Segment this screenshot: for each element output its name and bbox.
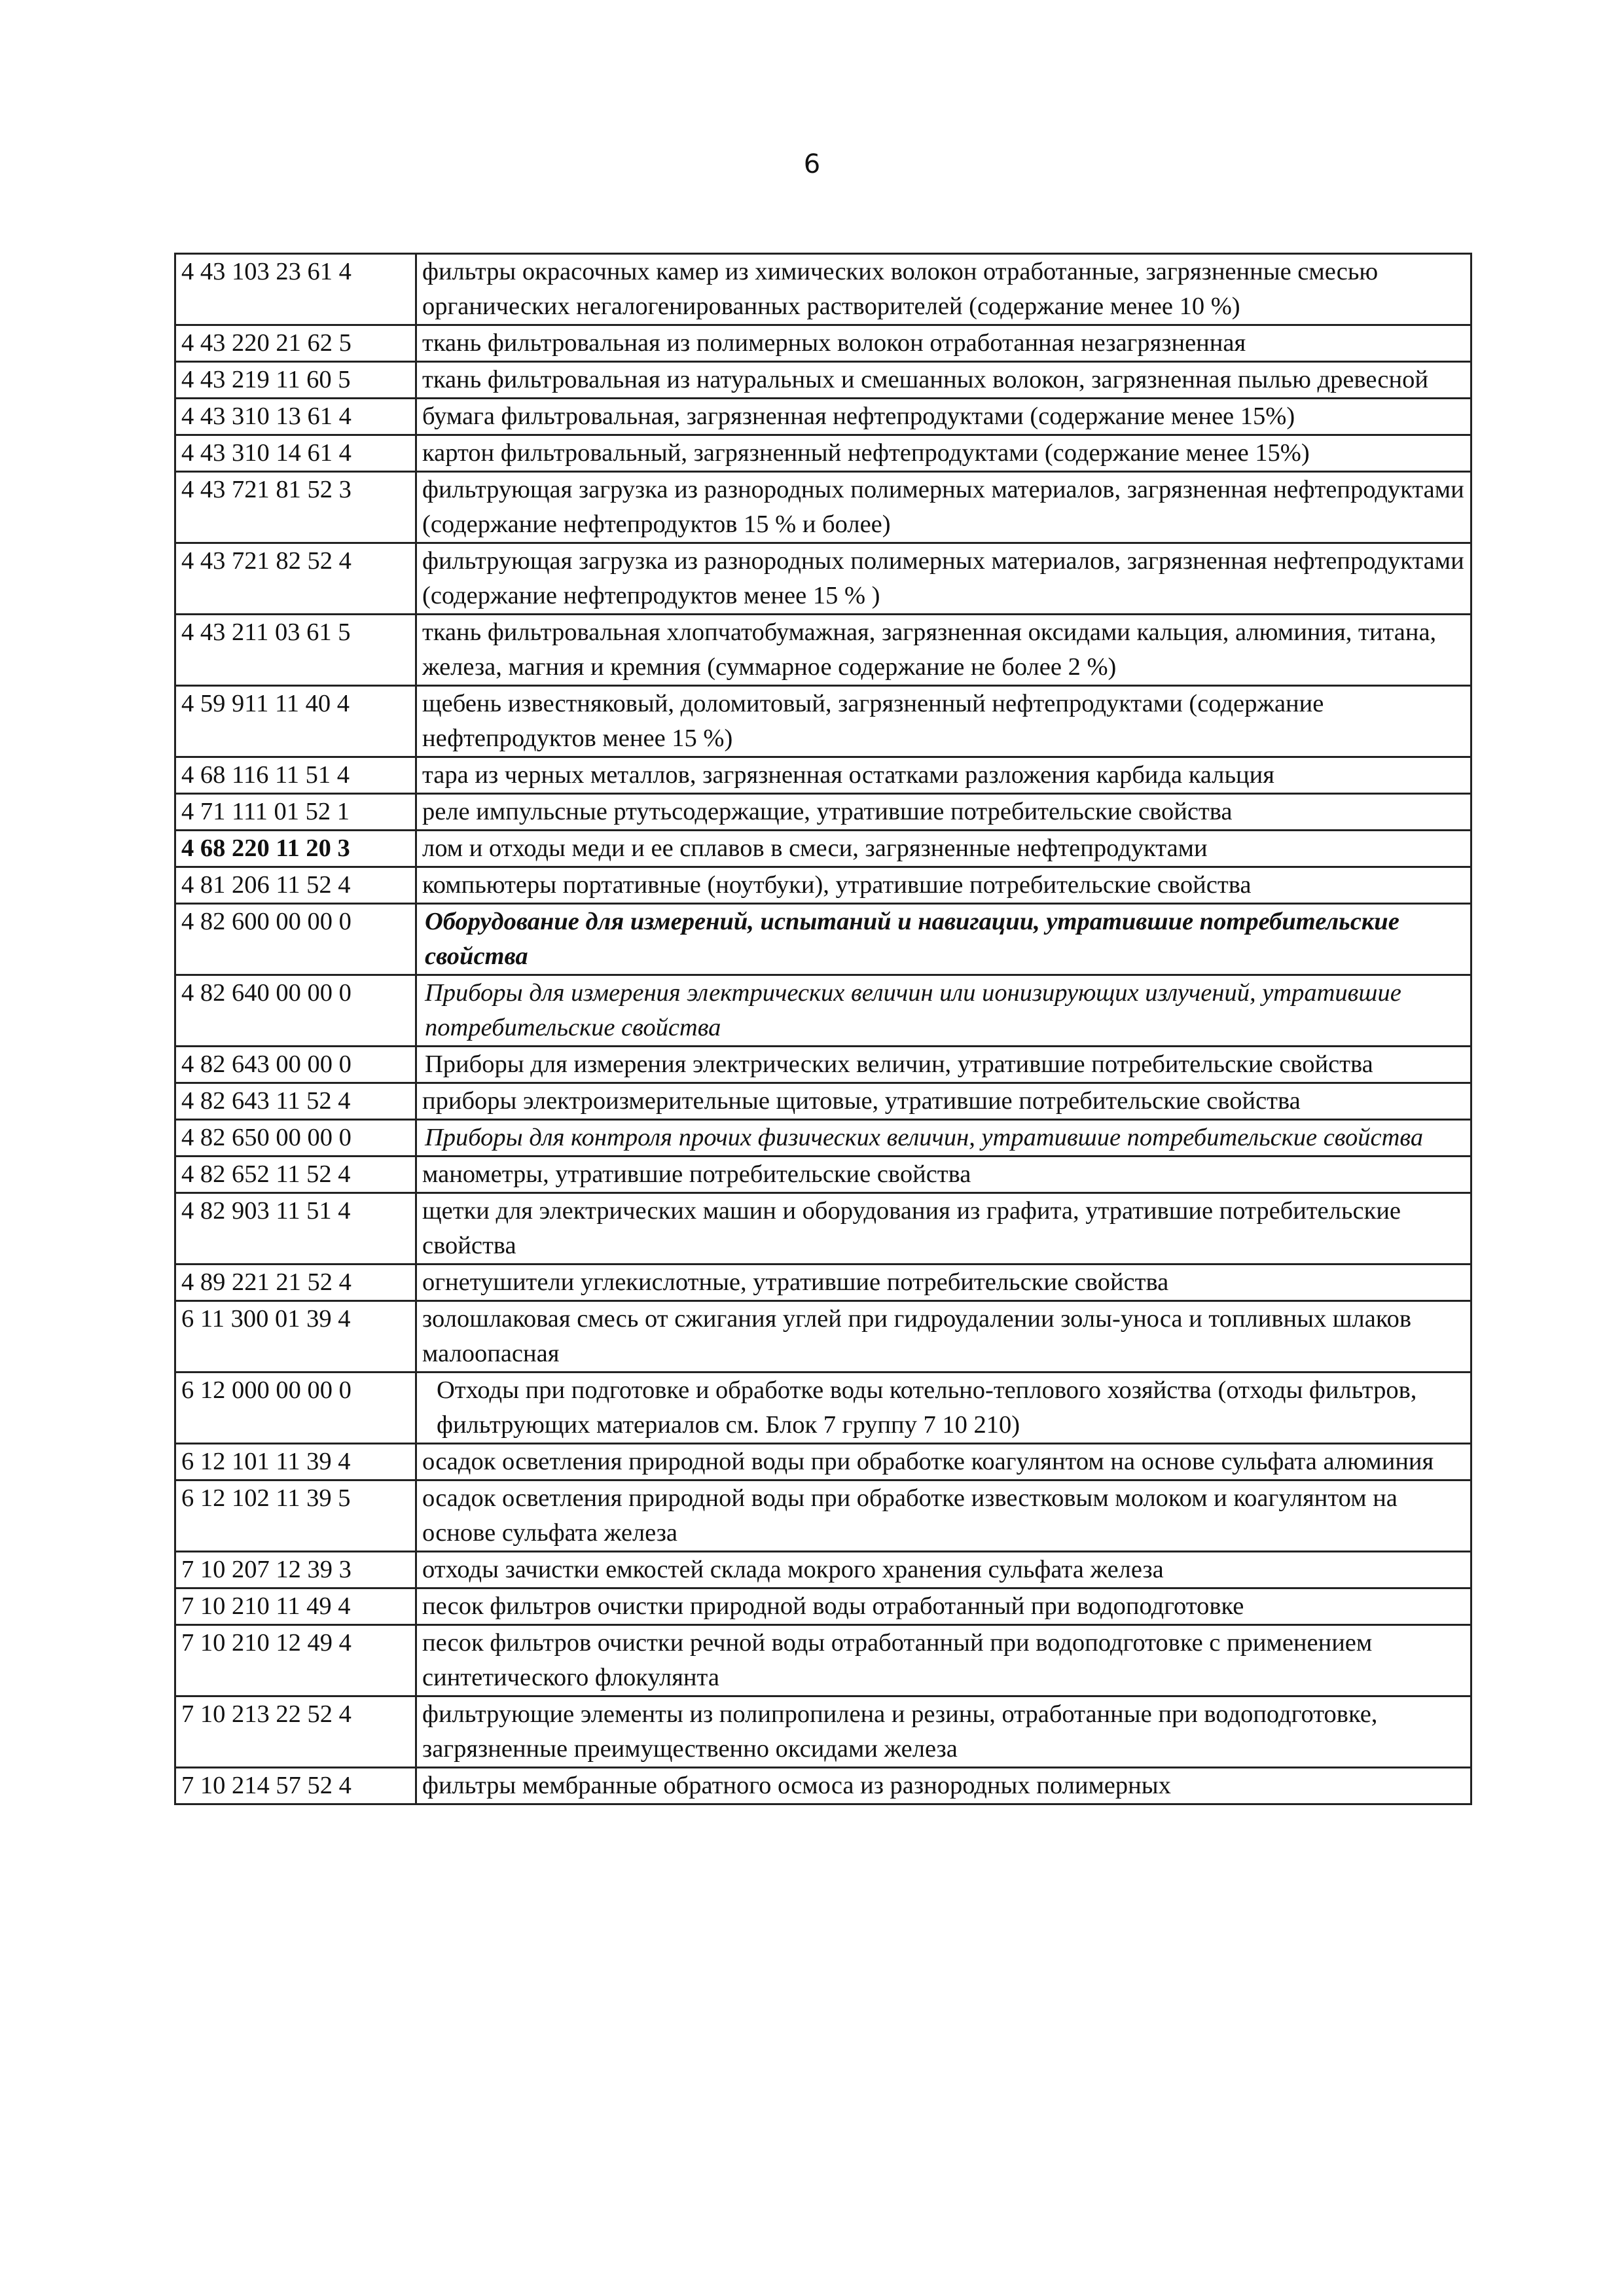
waste-code: 4 43 219 11 60 5 [175,362,416,399]
waste-code: 6 12 102 11 39 5 [175,1480,416,1552]
table-row-category [175,1372,1471,1444]
waste-code: 4 82 650 00 00 0 [175,1120,416,1157]
table-row [175,757,1471,794]
waste-description: реле импульсные ртутьсодержащие, утратившие потребительские свойства [416,794,1471,831]
table-row [175,686,1471,757]
category-title: Приборы для измерения электрических величин или ионизирующих излучений, утратившие потребительские свойства [425,979,1401,1041]
waste-description: компьютеры портативные (ноутбуки), утратившие потребительские свойства [416,867,1471,904]
waste-description [416,975,1471,1047]
waste-description: тара из черных металлов, загрязненная остатками разложения карбида кальция [416,757,1471,794]
table-row [175,1768,1471,1804]
waste-description: ткань фильтровальная хлопчатобумажная, загрязненная оксидами кальция, алюминия, титана, железа, магния и кремния (суммарное содержание не более 2 %) [416,615,1471,686]
waste-code: 7 10 214 57 52 4 [175,1768,416,1804]
waste-description: песок фильтров очистки речной воды отработанный при водоподготовке с применением синтетического флокулянта [416,1625,1471,1696]
table-row-category [175,1047,1471,1083]
waste-code: 4 68 220 11 20 3 [175,831,416,867]
table-row [175,1480,1471,1552]
table-row [175,1444,1471,1480]
waste-description: ткань фильтровальная из полимерных волокон отработанная незагрязненная [416,325,1471,362]
waste-description: отходы зачистки емкостей склада мокрого хранения сульфата железа [416,1552,1471,1588]
table-row [175,325,1471,362]
waste-code: 4 43 721 82 52 4 [175,543,416,615]
table-row [175,831,1471,867]
waste-description: ткань фильтровальная из натуральных и смешанных волокон, загрязненная пылью древесной [416,362,1471,399]
waste-description: золошлаковая смесь от сжигания углей при гидроудалении золы-уноса и топливных шлаков малоопасная [416,1301,1471,1372]
category-title: Приборы для контроля прочих физических величин, утратившие потребительские свойства [425,1124,1424,1151]
waste-code: 7 10 207 12 39 3 [175,1552,416,1588]
waste-description: Приборы для измерения электрических величин, утратившие потребительские свойства [416,1047,1471,1083]
waste-code: 4 82 903 11 51 4 [175,1193,416,1265]
waste-code: 4 43 103 23 61 4 [175,254,416,325]
waste-description: фильтрующая загрузка из разнородных полимерных материалов, загрязненная нефтепродуктами (содержание нефтепродуктов 15 % и более) [416,472,1471,543]
table-row [175,543,1471,615]
waste-description [416,1120,1471,1157]
waste-code: 4 71 111 01 52 1 [175,794,416,831]
waste-description: бумага фильтровальная, загрязненная нефтепродуктами (содержание менее 15%) [416,399,1471,435]
table-row [175,1625,1471,1696]
table-row [175,1696,1471,1768]
waste-code: 4 81 206 11 52 4 [175,867,416,904]
table-row [175,254,1471,325]
waste-code: 4 43 211 03 61 5 [175,615,416,686]
table-row [175,472,1471,543]
waste-code: 6 11 300 01 39 4 [175,1301,416,1372]
table-row [175,1301,1471,1372]
waste-description: огнетушители углекислотные, утратившие потребительские свойства [416,1265,1471,1301]
waste-code: 4 43 310 14 61 4 [175,435,416,472]
table-row [175,1157,1471,1193]
waste-description: манометры, утратившие потребительские свойства [416,1157,1471,1193]
table-row [175,1552,1471,1588]
waste-code: 4 82 640 00 00 0 [175,975,416,1047]
waste-description: фильтры окрасочных камер из химических волокон отработанные, загрязненные смесью органических негалогенированных растворителей (содержание менее 10 %) [416,254,1471,325]
waste-description: Отходы при подготовке и обработке воды котельно-теплового хозяйства (отходы фильтров, фильтрующих материалов см. Блок 7 группу 7 10 210) [416,1372,1471,1444]
waste-code: 4 43 310 13 61 4 [175,399,416,435]
page-number: 6 [803,149,821,179]
table-row [175,399,1471,435]
waste-description [416,904,1471,975]
waste-code: 4 82 600 00 00 0 [175,904,416,975]
waste-description: фильтрующая загрузка из разнородных полимерных материалов, загрязненная нефтепродуктами (содержание нефтепродуктов менее 15 % ) [416,543,1471,615]
waste-description: фильтры мембранные обратного осмоса из разнородных полимерных [416,1768,1471,1804]
table-row [175,1265,1471,1301]
waste-code: 4 43 220 21 62 5 [175,325,416,362]
table-row-category [175,1120,1471,1157]
waste-code: 7 10 213 22 52 4 [175,1696,416,1768]
waste-description: приборы электроизмерительные щитовые, утратившие потребительские свойства [416,1083,1471,1120]
waste-code: 4 82 643 00 00 0 [175,1047,416,1083]
waste-description: картон фильтровальный, загрязненный нефтепродуктами (содержание менее 15%) [416,435,1471,472]
waste-code: 4 68 116 11 51 4 [175,757,416,794]
category-title: Оборудование для измерений, испытаний и навигации, утратившие потребительские свойства [425,908,1399,970]
waste-code: 6 12 101 11 39 4 [175,1444,416,1480]
waste-description: песок фильтров очистки природной воды отработанный при водоподготовке [416,1588,1471,1625]
waste-description: фильтрующие элементы из полипропилена и резины, отработанные при водоподготовке, загрязненные преимущественно оксидами железа [416,1696,1471,1768]
table-row [175,1588,1471,1625]
table-row [175,435,1471,472]
table-row [175,794,1471,831]
waste-code: 7 10 210 11 49 4 [175,1588,416,1625]
table-row [175,362,1471,399]
waste-description: осадок осветления природной воды при обработке коагулянтом на основе сульфата алюминия [416,1444,1471,1480]
waste-code: 7 10 210 12 49 4 [175,1625,416,1696]
waste-code: 4 43 721 81 52 3 [175,472,416,543]
waste-description: щетки для электрических машин и оборудования из графита, утратившие потребительские свойства [416,1193,1471,1265]
table-row-category [175,975,1471,1047]
table-row [175,615,1471,686]
waste-classification-table [174,253,1472,1805]
table-row [175,867,1471,904]
table-row-category [175,904,1471,975]
table-row [175,1193,1471,1265]
waste-code: 6 12 000 00 00 0 [175,1372,416,1444]
waste-description: осадок осветления природной воды при обработке известковым молоком и коагулянтом на основе сульфата железа [416,1480,1471,1552]
waste-code: 4 89 221 21 52 4 [175,1265,416,1301]
table-row [175,1083,1471,1120]
waste-description: щебень известняковый, доломитовый, загрязненный нефтепродуктами (содержание нефтепродуктов менее 15 %) [416,686,1471,757]
waste-description: лом и отходы меди и ее сплавов в смеси, загрязненные нефтепродуктами [416,831,1471,867]
waste-code: 4 82 643 11 52 4 [175,1083,416,1120]
waste-code: 4 82 652 11 52 4 [175,1157,416,1193]
waste-code: 4 59 911 11 40 4 [175,686,416,757]
